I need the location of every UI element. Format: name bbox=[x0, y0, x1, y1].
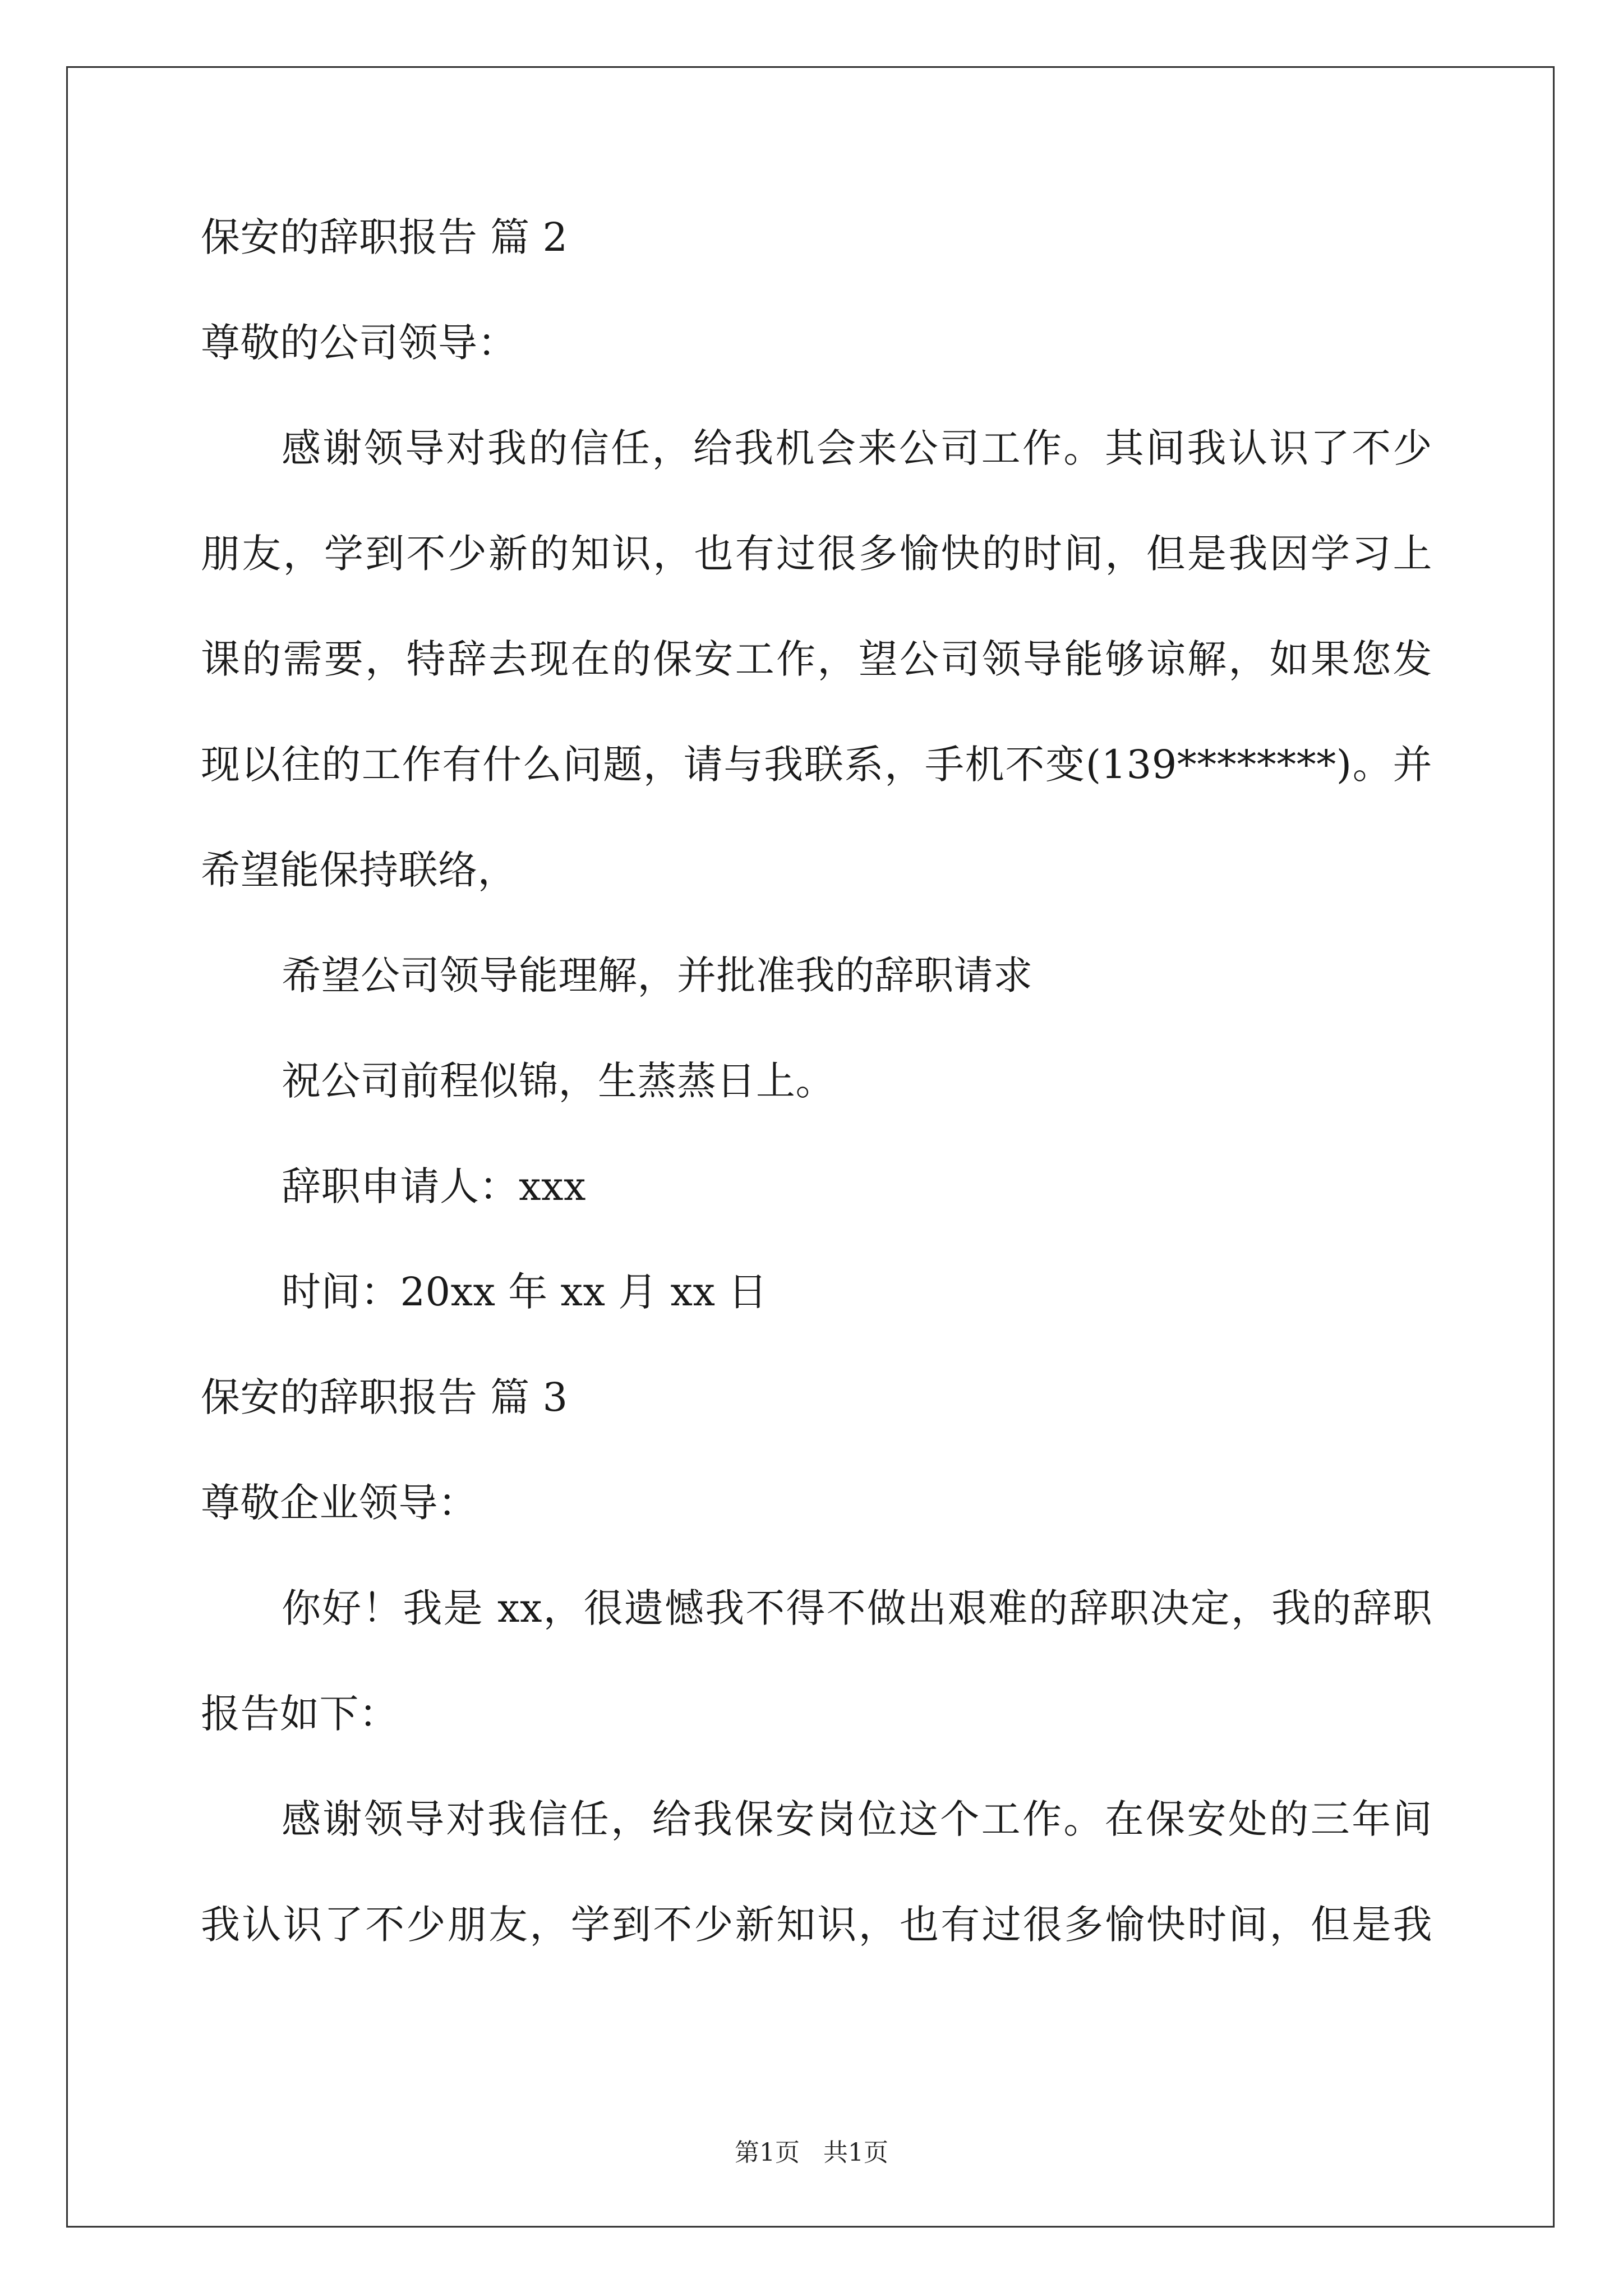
applicant-line: 辞职申请人：xxx bbox=[282, 1163, 586, 1209]
paragraph-line: 感谢领导对我的信任，给我机会来公司工作。其间我认识了不少 bbox=[282, 425, 1432, 471]
date-line: 时间：20xx 年 xx 月 xx 日 bbox=[282, 1269, 768, 1315]
paragraph-line: 课的需要，特辞去现在的保安工作，望公司领导能够谅解，如果您发 bbox=[201, 636, 1432, 682]
paragraph-line: 朋友，学到不少新的知识，也有过很多愉快的时间，但是我因学习上 bbox=[201, 531, 1432, 577]
salutation-2: 尊敬的公司领导： bbox=[201, 320, 517, 366]
section-heading-3: 保安的辞职报告 篇 3 bbox=[201, 1374, 568, 1420]
paragraph-line: 希望能保持联络， bbox=[201, 847, 517, 893]
section-heading-2: 保安的辞职报告 篇 2 bbox=[201, 214, 568, 260]
salutation-3: 尊敬企业领导： bbox=[201, 1480, 478, 1526]
paragraph-line: 我认识了不少朋友，学到不少新知识，也有过很多愉快时间，但是我 bbox=[201, 1902, 1432, 1948]
page-number-footer: 第1页 共1页 bbox=[735, 2138, 888, 2167]
closing-wish: 祝公司前程似锦，生蒸蒸日上。 bbox=[282, 1058, 835, 1104]
paragraph-line: 报告如下： bbox=[201, 1691, 399, 1737]
paragraph-line: 希望公司领导能理解，并批准我的辞职请求 bbox=[282, 953, 1033, 999]
paragraph-line: 你好！我是 xx，很遗憾我不得不做出艰难的辞职决定，我的辞职 bbox=[282, 1585, 1432, 1631]
paragraph-line: 感谢领导对我信任，给我保安岗位这个工作。在保安处的三年间 bbox=[282, 1796, 1432, 1842]
paragraph-line: 现以往的工作有什么问题，请与我联系，手机不变(139********)。并 bbox=[201, 742, 1432, 788]
